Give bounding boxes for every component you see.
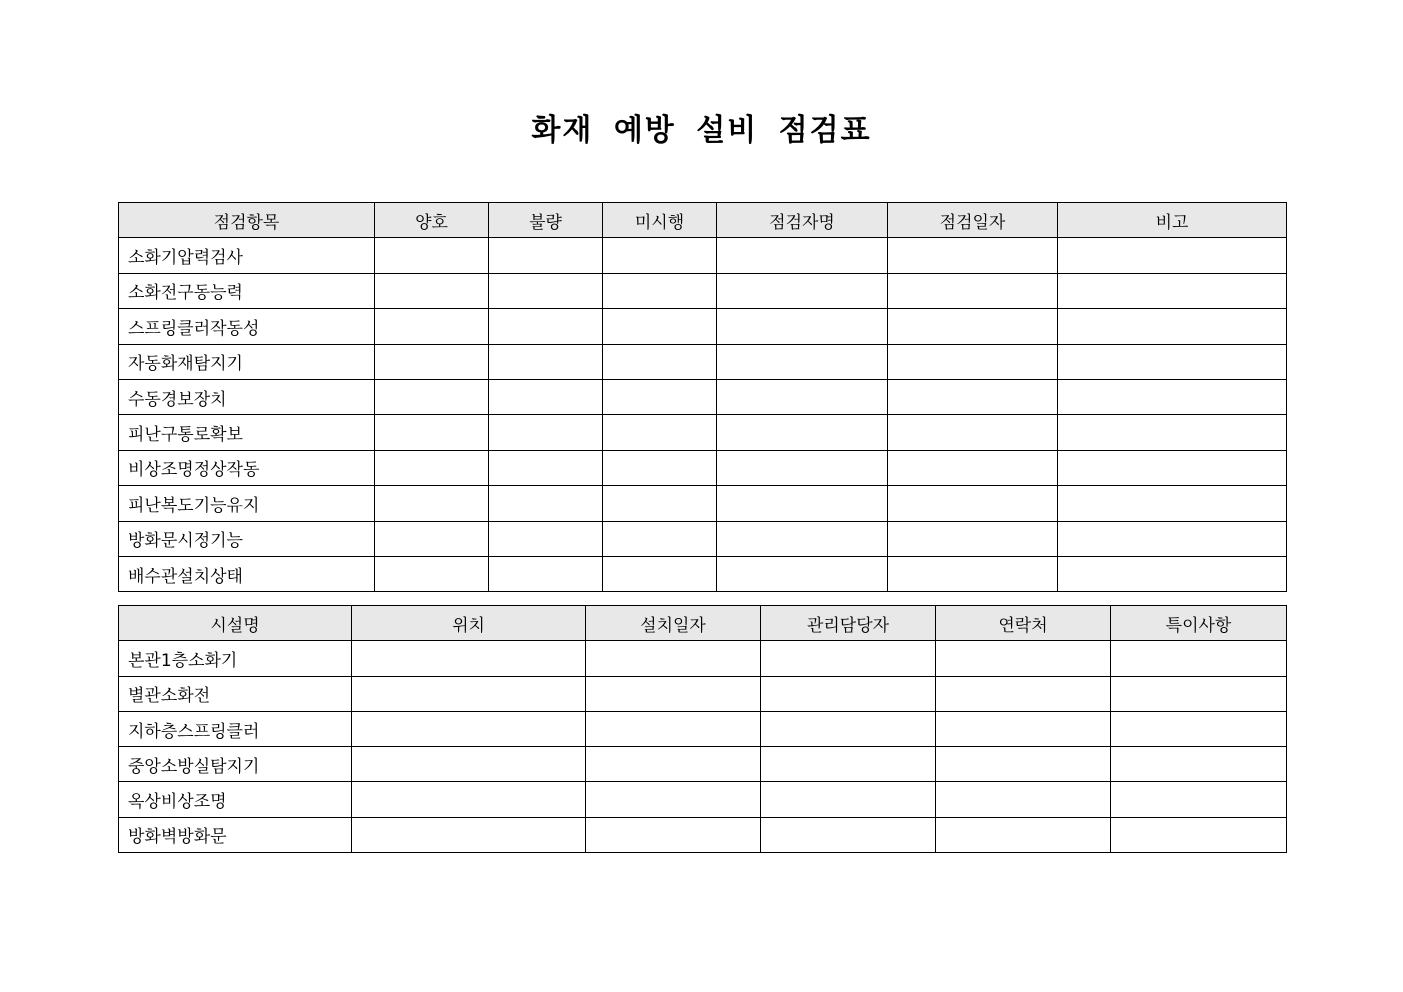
- table-row: [119, 379, 1287, 414]
- inspector-name-cell[interactable]: [717, 521, 888, 556]
- inspection-date-cell[interactable]: [888, 379, 1058, 414]
- inspector-name-cell[interactable]: [717, 379, 888, 414]
- bad-cell[interactable]: [489, 521, 603, 556]
- good-cell[interactable]: [375, 273, 489, 308]
- inspection-date-cell[interactable]: [888, 309, 1058, 344]
- table-header-row: [119, 203, 1287, 238]
- inspector-name-cell[interactable]: [717, 450, 888, 485]
- good-cell[interactable]: [375, 415, 489, 450]
- facility-name-cell: 지하층스프링클러: [119, 711, 352, 746]
- notes-cell[interactable]: [1111, 711, 1287, 746]
- table-row: [119, 309, 1287, 344]
- bad-cell[interactable]: [489, 450, 603, 485]
- inspector-name-cell[interactable]: [717, 556, 888, 591]
- table-row: [119, 782, 1287, 817]
- install-date-cell[interactable]: [586, 782, 761, 817]
- column-header-inspector-name: 점검자명: [717, 203, 888, 238]
- column-header-contact: 연락처: [936, 606, 1111, 641]
- column-header-location: 위치: [352, 606, 586, 641]
- inspector-name-cell[interactable]: [717, 273, 888, 308]
- inspection-item-cell: 방화문시정기능: [119, 521, 375, 556]
- not-performed-cell[interactable]: [603, 273, 717, 308]
- notes-cell[interactable]: [1111, 641, 1287, 676]
- inspection-date-cell[interactable]: [888, 450, 1058, 485]
- bad-cell[interactable]: [489, 273, 603, 308]
- facility-name-cell: 방화벽방화문: [119, 817, 352, 852]
- contact-cell[interactable]: [936, 641, 1111, 676]
- contact-cell[interactable]: [936, 817, 1111, 852]
- good-cell[interactable]: [375, 486, 489, 521]
- table-row: [119, 450, 1287, 485]
- contact-cell[interactable]: [936, 676, 1111, 711]
- inspector-name-cell[interactable]: [717, 415, 888, 450]
- bad-cell[interactable]: [489, 379, 603, 414]
- not-performed-cell[interactable]: [603, 450, 717, 485]
- location-cell[interactable]: [352, 782, 586, 817]
- good-cell[interactable]: [375, 521, 489, 556]
- notes-cell[interactable]: [1111, 747, 1287, 782]
- inspection-item-cell: 소화기압력검사: [119, 238, 375, 273]
- facility-name-cell: 중앙소방실탐지기: [119, 747, 352, 782]
- location-cell[interactable]: [352, 641, 586, 676]
- remarks-cell[interactable]: [1058, 556, 1287, 591]
- inspection-item-cell: 배수관설치상태: [119, 556, 375, 591]
- contact-cell[interactable]: [936, 711, 1111, 746]
- table-header-row: [119, 606, 1287, 641]
- column-header-install-date: 설치일자: [586, 606, 761, 641]
- column-header-inspection-item: 점검항목: [119, 203, 375, 238]
- good-cell[interactable]: [375, 344, 489, 379]
- not-performed-cell[interactable]: [603, 521, 717, 556]
- table-row: [119, 273, 1287, 308]
- remarks-cell[interactable]: [1058, 309, 1287, 344]
- column-header-manager: 관리담당자: [761, 606, 936, 641]
- remarks-cell[interactable]: [1058, 486, 1287, 521]
- bad-cell[interactable]: [489, 415, 603, 450]
- page-title: 화재 예방 설비 점검표: [531, 113, 872, 148]
- inspection-item-cell: 피난복도기능유지: [119, 486, 375, 521]
- inspection-date-cell[interactable]: [888, 486, 1058, 521]
- contact-cell[interactable]: [936, 782, 1111, 817]
- remarks-cell[interactable]: [1058, 415, 1287, 450]
- install-date-cell[interactable]: [586, 817, 761, 852]
- inspector-name-cell[interactable]: [717, 486, 888, 521]
- table-row: [119, 676, 1287, 711]
- notes-cell[interactable]: [1111, 676, 1287, 711]
- inspection-item-cell: 수동경보장치: [119, 379, 375, 414]
- column-header-not-performed: 미시행: [603, 203, 717, 238]
- remarks-cell[interactable]: [1058, 450, 1287, 485]
- not-performed-cell[interactable]: [603, 344, 717, 379]
- good-cell[interactable]: [375, 450, 489, 485]
- notes-cell[interactable]: [1111, 817, 1287, 852]
- table-row: [119, 747, 1287, 782]
- not-performed-cell[interactable]: [603, 415, 717, 450]
- inspector-name-cell[interactable]: [717, 238, 888, 273]
- inspection-item-cell: 비상조명정상작동: [119, 450, 375, 485]
- table-row: [119, 238, 1287, 273]
- inspection-item-cell: 자동화재탐지기: [119, 344, 375, 379]
- contact-cell[interactable]: [936, 747, 1111, 782]
- manager-cell[interactable]: [761, 711, 936, 746]
- remarks-cell[interactable]: [1058, 521, 1287, 556]
- table-row: [119, 344, 1287, 379]
- remarks-cell[interactable]: [1058, 379, 1287, 414]
- inspection-item-cell: 소화전구동능력: [119, 273, 375, 308]
- install-date-cell[interactable]: [586, 676, 761, 711]
- good-cell[interactable]: [375, 556, 489, 591]
- inspection-date-cell[interactable]: [888, 344, 1058, 379]
- bad-cell[interactable]: [489, 486, 603, 521]
- manager-cell[interactable]: [761, 641, 936, 676]
- facility-name-cell: 본관1층소화기: [119, 641, 352, 676]
- table-row: [119, 556, 1287, 591]
- column-header-remarks: 비고: [1058, 203, 1287, 238]
- facility-name-cell: 별관소화전: [119, 676, 352, 711]
- remarks-cell[interactable]: [1058, 238, 1287, 273]
- location-cell[interactable]: [352, 676, 586, 711]
- facility-name-cell: 옥상비상조명: [119, 782, 352, 817]
- inspection-date-cell[interactable]: [888, 556, 1058, 591]
- inspection-item-cell: 스프링클러작동성: [119, 309, 375, 344]
- column-header-inspection-date: 점검일자: [888, 203, 1058, 238]
- install-date-cell[interactable]: [586, 711, 761, 746]
- good-cell[interactable]: [375, 238, 489, 273]
- bad-cell[interactable]: [489, 556, 603, 591]
- column-header-notes: 특이사항: [1111, 606, 1287, 641]
- not-performed-cell[interactable]: [603, 309, 717, 344]
- inspection-checklist-table: [118, 202, 1287, 592]
- not-performed-cell[interactable]: [603, 556, 717, 591]
- inspection-date-cell[interactable]: [888, 521, 1058, 556]
- inspector-name-cell[interactable]: [717, 344, 888, 379]
- manager-cell[interactable]: [761, 747, 936, 782]
- table-row: [119, 641, 1287, 676]
- table-row: [119, 817, 1287, 852]
- not-performed-cell[interactable]: [603, 379, 717, 414]
- inspection-date-cell[interactable]: [888, 238, 1058, 273]
- inspection-date-cell[interactable]: [888, 273, 1058, 308]
- table-row: [119, 486, 1287, 521]
- notes-cell[interactable]: [1111, 782, 1287, 817]
- column-header-good: 양호: [375, 203, 489, 238]
- manager-cell[interactable]: [761, 676, 936, 711]
- inspection-item-cell: 피난구통로확보: [119, 415, 375, 450]
- facility-table: [118, 605, 1287, 853]
- not-performed-cell[interactable]: [603, 238, 717, 273]
- location-cell[interactable]: [352, 747, 586, 782]
- install-date-cell[interactable]: [586, 641, 761, 676]
- bad-cell[interactable]: [489, 344, 603, 379]
- not-performed-cell[interactable]: [603, 486, 717, 521]
- column-header-bad: 불량: [489, 203, 603, 238]
- table-row: [119, 415, 1287, 450]
- good-cell[interactable]: [375, 309, 489, 344]
- remarks-cell[interactable]: [1058, 344, 1287, 379]
- bad-cell[interactable]: [489, 238, 603, 273]
- manager-cell[interactable]: [761, 817, 936, 852]
- good-cell[interactable]: [375, 379, 489, 414]
- inspection-date-cell[interactable]: [888, 415, 1058, 450]
- location-cell[interactable]: [352, 711, 586, 746]
- install-date-cell[interactable]: [586, 747, 761, 782]
- manager-cell[interactable]: [761, 782, 936, 817]
- bad-cell[interactable]: [489, 309, 603, 344]
- column-header-facility-name: 시설명: [119, 606, 352, 641]
- remarks-cell[interactable]: [1058, 273, 1287, 308]
- inspector-name-cell[interactable]: [717, 309, 888, 344]
- table-row: [119, 711, 1287, 746]
- location-cell[interactable]: [352, 817, 586, 852]
- table-row: [119, 521, 1287, 556]
